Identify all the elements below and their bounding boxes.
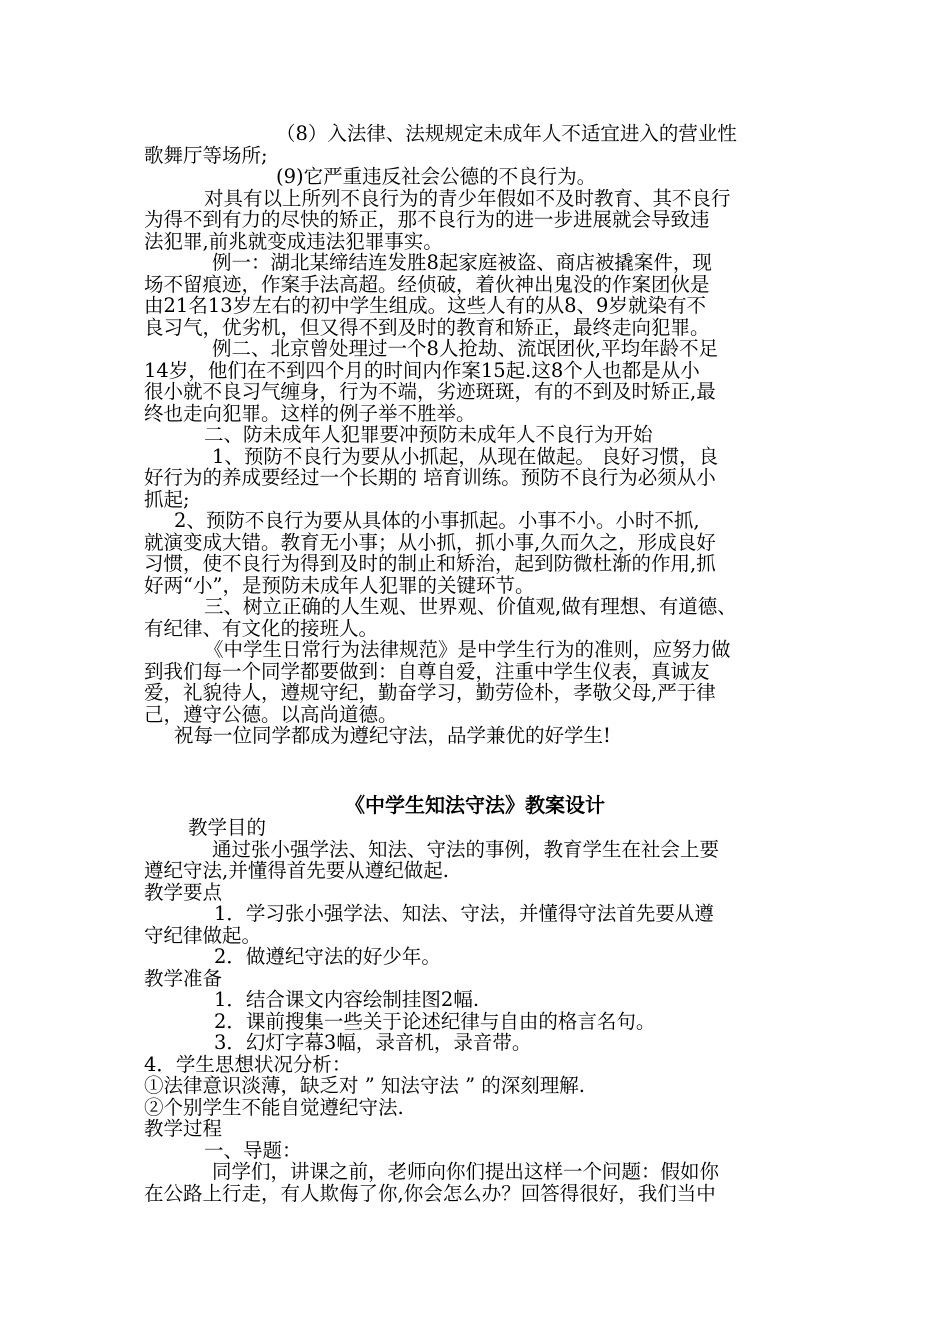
section-title: 《中学生知法守法》教案设计	[345, 793, 605, 817]
text-line: ①法律意识淡薄，缺乏对 ” 知法守法 ” 的深刻理解.	[144, 1074, 585, 1097]
text-line: 教学目的	[188, 816, 267, 839]
text-line: 1、预防不良行为要从小抓起，从现在做起。 良好习惯，良	[212, 444, 719, 468]
text-line: 教学过程	[144, 1117, 223, 1140]
text-line: 习惯，使不良行为得到及时的制止和矫治，起到防微杜渐的作用,抓	[144, 552, 716, 575]
text-line: 良习气，优劣机，但又得不到及时的教育和矫正，最终走向犯罪。	[144, 315, 710, 339]
text-line: （8）入法律、法规规定未成年人不适宜进入的营业性	[276, 122, 737, 145]
text-line: 抓起;	[144, 487, 190, 511]
text-line: 教学准备	[144, 966, 223, 990]
text-line: 法犯罪,前兆就变成违法犯罪事实。	[144, 229, 443, 253]
text-line: 1．学习张小强学法、知法、守法，并懂得守法首先要从遵	[214, 902, 714, 925]
body-text-part2	[144, 817, 804, 1204]
text-line: 爱，礼貌待人，遵规守纪，勤奋学习，勤劳俭朴，孝敬父母,严于律	[144, 681, 716, 704]
text-line: 为得不到有力的尽快的矫正，那不良行为的进一步进展就会导致违	[144, 208, 710, 231]
text-line: 在公路上行走，有人欺侮了你,你会怎么办？回答得很好，我们当中	[144, 1181, 716, 1205]
text-line: 守纪律做起。	[144, 923, 262, 947]
text-line: ②个别学生不能自觉遵纪守法.	[144, 1095, 404, 1119]
text-line: 3．幻灯字幕3幅，录音机，录音带。	[214, 1031, 532, 1054]
text-line: 好两“小”，是预防未成年人犯罪的关键环节。	[144, 573, 535, 597]
text-line: 到我们每一个同学都要做到：自尊自爱，注重中学生仪表，真诚友	[144, 659, 710, 683]
text-line: 教学要点	[144, 880, 223, 904]
text-line: 场不留痕迹，作案手法高超。经侦破，着伙神出鬼没的作案团伙是	[144, 272, 710, 296]
text-line: 14岁，他们在不到四个月的时间内作案15起.这8个人也都是从小	[144, 358, 700, 382]
text-line: 对具有以上所列不良行为的青少年假如不及时教育、其不良行	[204, 186, 731, 210]
text-line: 好行为的养成要经过一个长期的 培育训练。预防不良行为必须从小	[144, 466, 716, 489]
text-line: 三、树立正确的人生观、世界观、价值观,做有理想、有道德、	[204, 595, 737, 618]
text-line: 由21名13岁左右的初中学生组成。这些人有的从8、9岁就染有不	[144, 294, 706, 317]
text-line: 很小就不良习气缠身，行为不端，劣迹斑斑，有的不到及时矫正,最	[144, 380, 716, 403]
text-line: 己，遵守公德。以高尚道德。	[144, 702, 398, 726]
text-line: 1．结合课文内容绘制挂图2幅.	[214, 988, 480, 1011]
text-line: 《中学生日常行为法律规范》是中学生行为的准则，应努力做	[204, 638, 731, 661]
text-line: 例二、北京曾处理过一个8人抢劫、流氓团伙,平均年龄不足	[212, 337, 719, 360]
text-line: 2．做遵纪守法的好少年。	[214, 945, 441, 968]
text-line: 一、导题：	[204, 1138, 302, 1162]
text-line: 通过张小强学法、知法、守法的事例，教育学生在社会上要	[212, 837, 720, 861]
text-line: 4．学生思想状况分析：	[144, 1052, 352, 1076]
text-line: 祝每一位同学都成为遵纪守法，品学兼优的好学生!	[174, 724, 611, 747]
text-line: 例一：湖北某缔结连发胜8起家庭被盗、商店被撬案件，现	[212, 251, 712, 274]
text-line: 有纪律、有文化的接班人。	[144, 616, 379, 640]
text-line: 就演变成大错。教育无小事；从小抓，抓小事,久而久之，形成良好	[144, 530, 716, 554]
text-line: 遵纪守法,并懂得首先要从遵纪做起.	[144, 859, 449, 882]
text-line: 歌舞厅等场所;	[144, 143, 268, 167]
text-line: 2．课前搜集一些关于论述纪律与自由的格言名句。	[214, 1009, 656, 1033]
text-line: (9)它严重违反社会公德的不良行为。	[276, 165, 597, 188]
text-line: 同学们，讲课之前，老师向你们提出这样一个问题：假如你	[212, 1160, 720, 1183]
text-line: 二、防未成年人犯罪要冲预防未成年人不良行为开始	[204, 423, 653, 446]
text-line: 2、预防不良行为要从具体的小事抓起。小事不小。小时不抓,	[174, 509, 700, 532]
body-text-part1	[144, 123, 804, 747]
text-line: 终也走向犯罪。这样的例子举不胜举。	[144, 401, 476, 425]
